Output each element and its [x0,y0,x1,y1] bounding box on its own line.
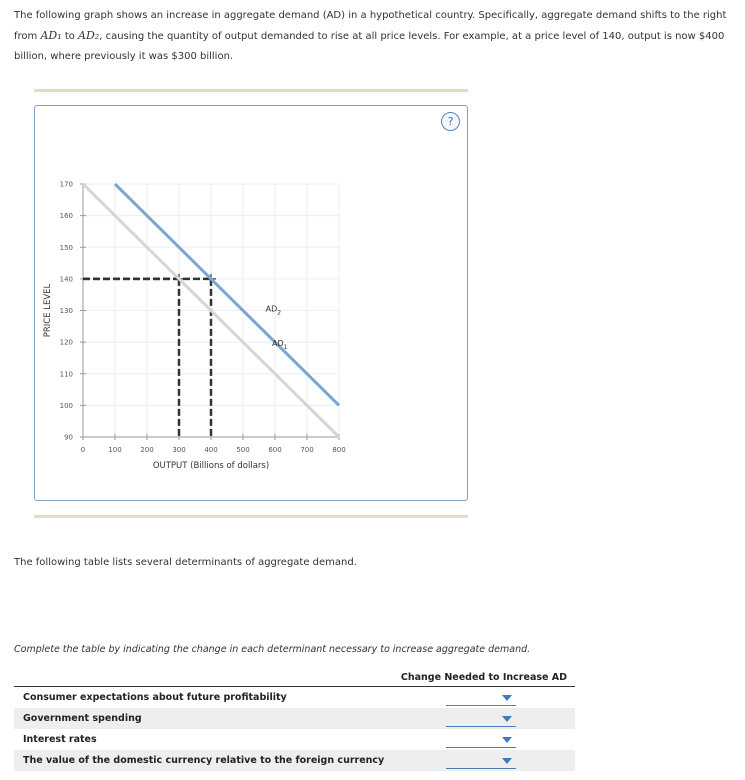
determinants-table [14,671,575,771]
curve-ad2 [115,184,339,405]
divider-top [34,89,468,92]
x-tick-label: 500 [236,446,250,454]
change-dropdown[interactable] [446,752,516,769]
instructions: Complete the table by indicating the change in each determinant necessary to increase aggregate demand. [14,644,531,655]
graph-panel [34,105,468,501]
row-label: The value of the domestic currency relative to the foreign currency [23,755,385,766]
y-tick-label: 160 [59,212,73,221]
intro-text: The following graph shows an increase in aggregate demand (AD) in a hypothetical country. Specifically, aggregate demand shifts to the right from AD₁ to AD₂, causing the quantity of output demanded to rise at all price levels. For example, at a price level of 140, output is now $400 billion, where previously it was $300 billion. [14,10,727,62]
change-dropdown[interactable] [446,710,516,727]
x-tick-label: 100 [108,446,122,454]
change-dropdown[interactable] [446,689,516,706]
dropdown-arrow-icon [502,737,512,743]
x-tick-label: 300 [172,446,186,454]
y-tick-label: 120 [59,338,73,347]
table-row [14,750,575,771]
dropdown-arrow-icon [502,758,512,764]
y-tick-label: 140 [59,275,73,284]
column-header: Change Needed to Increase AD [400,672,567,683]
row-label: Consumer expectations about future profitability [23,692,287,703]
ad2-symbol: AD₂ [78,29,100,42]
table-header [14,671,575,687]
y-axis-label: PRICE LEVEL [43,283,53,338]
x-tick-label: 700 [300,446,314,454]
row-label: Interest rates [23,734,97,745]
help-icon[interactable]: ? [441,112,460,131]
dropdown-arrow-icon [502,716,512,722]
x-tick-label: 800 [332,446,346,454]
y-tick-label: 90 [64,433,73,442]
ad-chart [35,106,467,500]
table-row [14,687,575,708]
divider-bottom [34,515,468,518]
y-tick-label: 100 [59,401,73,410]
table-intro: The following table lists several determinants of aggregate demand. [14,557,357,568]
table-row [14,729,575,750]
y-tick-label: 150 [59,243,73,252]
x-tick-label: 200 [140,446,154,454]
x-tick-label: 400 [204,446,218,454]
x-tick-label: 0 [80,446,86,454]
label-ad1: $AD_1$ [272,339,288,352]
label-ad2: $AD_2$ [265,304,282,317]
x-tick-label: 600 [268,446,282,454]
y-tick-label: 170 [59,180,73,189]
dropdown-arrow-icon [502,695,512,701]
change-dropdown[interactable] [446,731,516,748]
ad1-symbol: AD₁ [40,29,62,42]
x-axis-label: OUTPUT (Billions of dollars) [152,461,270,471]
table-row [14,708,575,729]
y-tick-label: 110 [59,370,73,379]
y-tick-label: 130 [59,307,73,315]
row-label: Government spending [23,713,142,724]
